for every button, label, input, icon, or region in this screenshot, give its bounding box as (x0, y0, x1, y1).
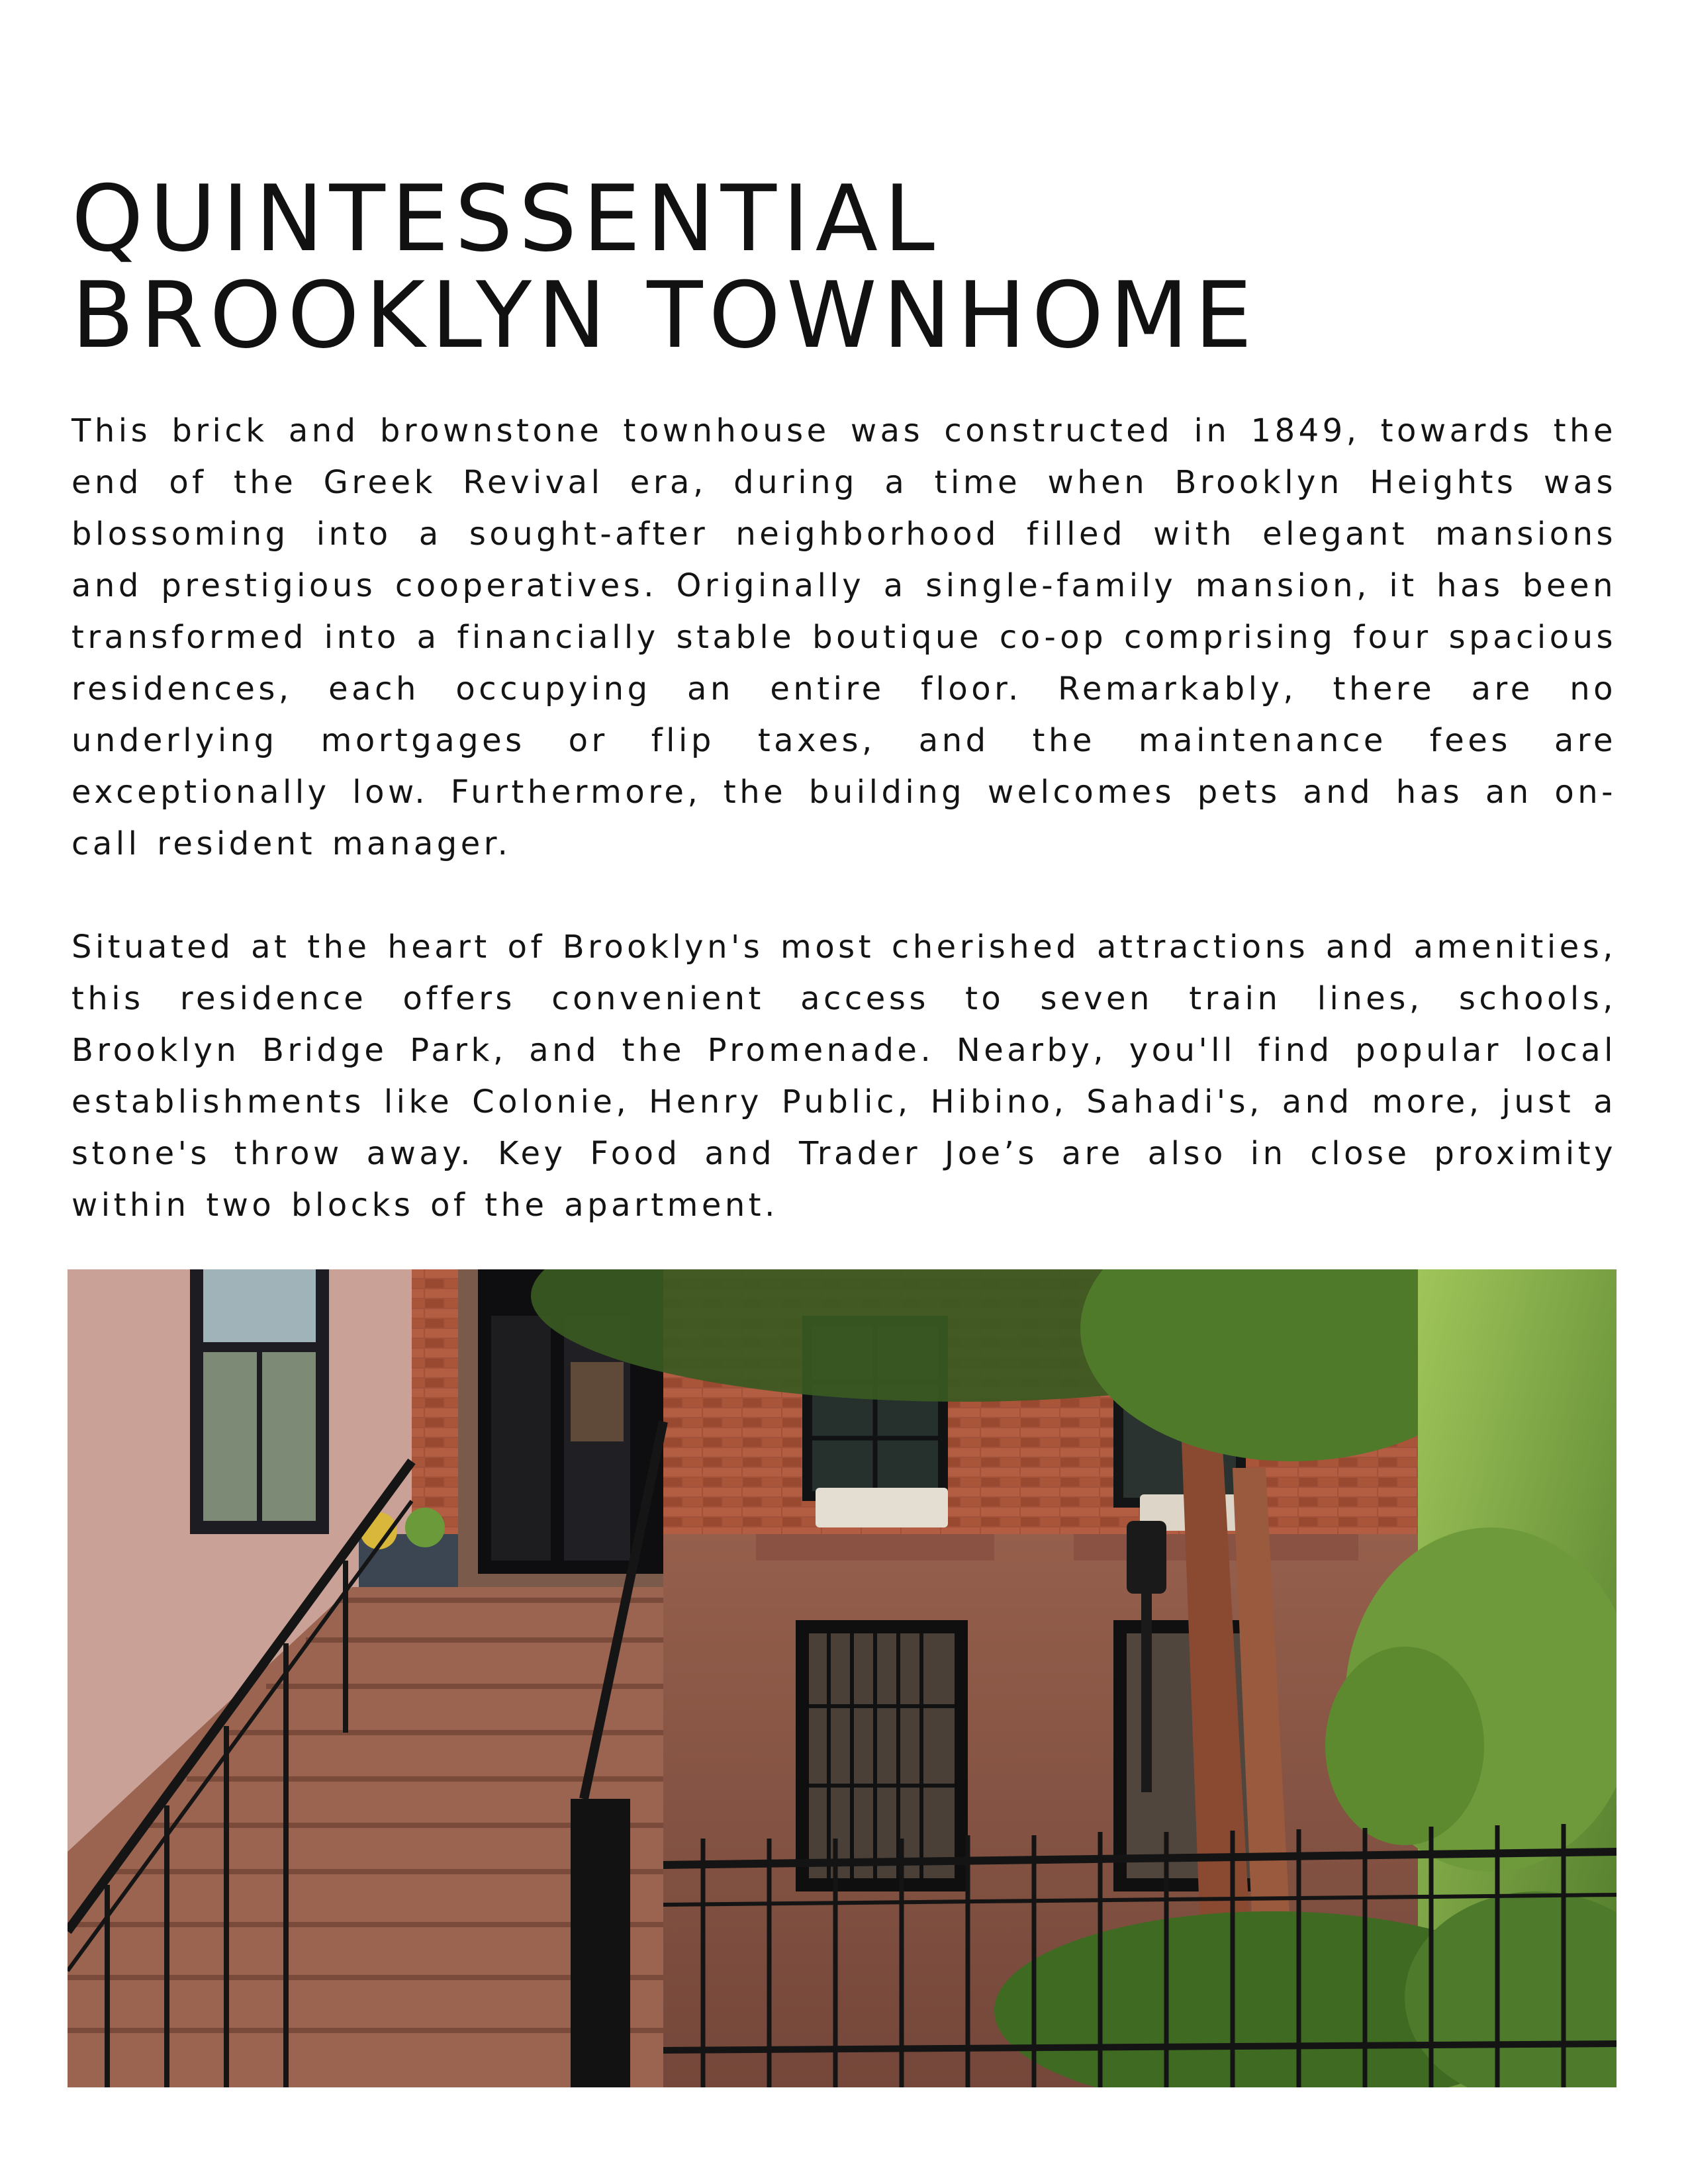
description-paragraph-1: This brick and brownstone townhouse was constructed in 1849, towards the end of the Greek Revival era, during a time when Brooklyn Heights was blossoming into a sought-after neighborhood filled with elegant mansions and prestigious cooperatives. Originally a single-family mansion, it has been transformed into a financially stable boutique co-op comprising four spacious residences, each occupying an entire floor. Remarkably, there are no underlying mortgages or flip taxes, and the maintenance fees are exceptionally low. Furthermore, the building welcomes pets and has an on-call resident manager. (71, 412, 1617, 862)
title-line-1: QUINTESSENTIAL (71, 165, 941, 272)
street-lamp (1127, 1521, 1166, 1594)
description-paragraph-2: Situated at the heart of Brooklyn's most cherished attractions and amenities, this residence offers convenient access to seven train lines, schools, Brooklyn Bridge Park, and the Promenade. Nearby, you'll find popular local establishments like Colonie, Henry Public, Hibino, Sahadi's, and more, just a stone's throw away. Key Food and Trader Joe’s are also in close proximity within two blocks of the apartment. (71, 929, 1617, 1224)
townhouse-exterior-photo (68, 1269, 1617, 2087)
page-title (71, 165, 1594, 369)
title-line-2: BROOKLYN TOWNHOME (71, 262, 1258, 369)
